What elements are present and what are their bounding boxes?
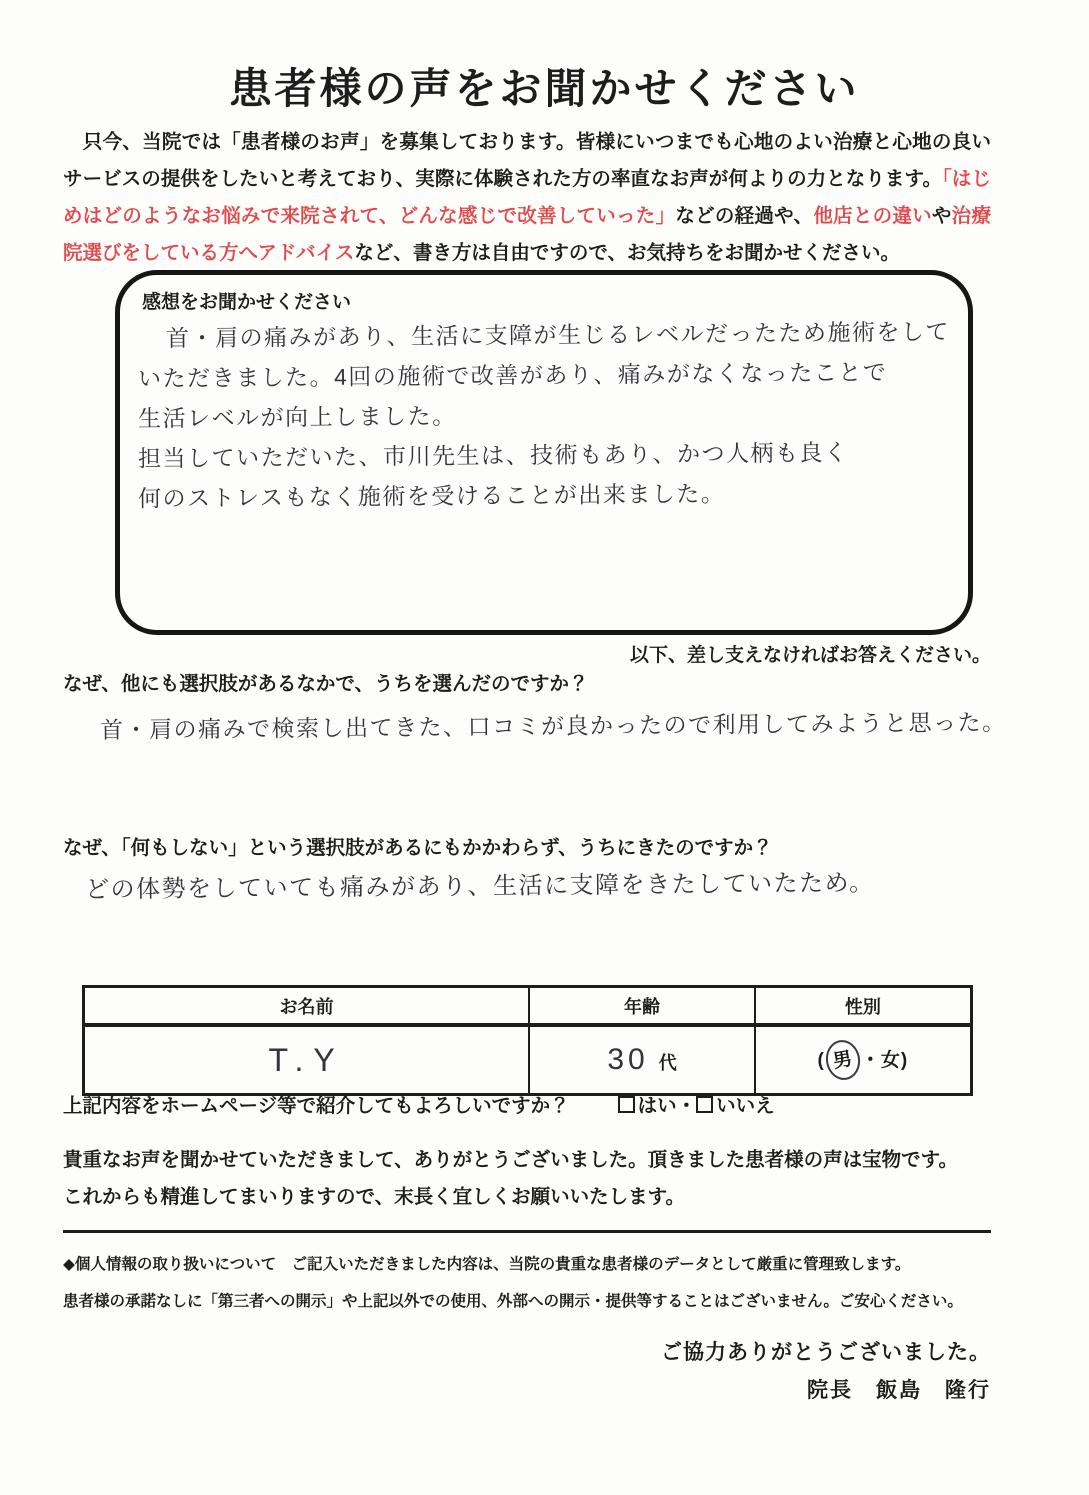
handwritten-line: いただきました。4回の施術で改善があり、痛みがなくなったことで	[137, 359, 888, 392]
question-why-came: なぜ、「何もしない」という選択肢があるにもかかわらず、うちにきたのですか？	[63, 837, 773, 859]
thanks-line-1: 貴重なお声を聞かせていただきまして、ありがとうございました。頂きました患者様の声は宝物です。	[63, 1149, 959, 1171]
intro-segment: や	[931, 205, 952, 227]
header-age: 年齢	[529, 987, 755, 1026]
intro-segment-highlight: 他店との違い	[813, 205, 932, 227]
name-handwritten-value: T.Y	[268, 1041, 345, 1078]
intro-segment: などの経過や、	[675, 205, 814, 227]
publish-options	[618, 1095, 775, 1117]
gender-paren-open: (	[817, 1050, 825, 1071]
gender-paren-close: )	[900, 1050, 909, 1071]
publish-consent-question: 上記内容をホームページ等で紹介してもよろしいですか？	[63, 1095, 570, 1117]
feedback-box-label: 感想をお聞かせください	[142, 292, 352, 313]
header-name: お名前	[84, 987, 530, 1026]
handwritten-line: 首・肩の痛みがあり、生活に支障が生じるレベルだったため施術をして	[165, 318, 951, 352]
name-cell	[84, 1025, 530, 1095]
gender-male-label: 男	[831, 1048, 855, 1073]
intro-segment: など、書き方は自由ですので、お気持ちをお聞かせください。	[354, 242, 900, 264]
feedback-handwritten-text	[138, 315, 950, 515]
header-gender: 性別	[755, 987, 972, 1026]
intro-segment: 只今、当院では「患者様のお声」を募集しております。皆様にいつまでも心地のよい治療と心地の良いサービスの提供をしたいと考えており、実際に体験された方の率直なお声が何よりの力となります。	[63, 131, 991, 190]
age-cell	[529, 1025, 755, 1095]
thanks-line-2: これからも精進してまいりますので、末長く宜しくお願いいたします。	[63, 1186, 686, 1208]
horizontal-divider	[63, 1230, 991, 1233]
options-separator: ・	[676, 1095, 697, 1117]
checkbox-no-label: いいえ	[716, 1095, 775, 1117]
answer-why-came: どの体勢をしていても痛みがあり、生活に支障をきたしていたため。	[84, 869, 875, 904]
checkbox-yes[interactable]	[618, 1096, 635, 1113]
handwritten-line: 何のストレスもなく施術を受けることが出来ました。	[137, 480, 726, 512]
publish-consent-line	[63, 1090, 775, 1118]
intro-paragraph	[63, 124, 991, 272]
feedback-writing-box	[115, 270, 973, 635]
question-why-chose-us: なぜ、他にも選択肢があるなかで、うちを選んだのですか？	[63, 673, 589, 695]
age-handwritten-value: 30	[607, 1043, 649, 1076]
gender-cell	[755, 1025, 972, 1095]
checkbox-no[interactable]	[696, 1096, 713, 1113]
page-title: 患者様の声をお聞かせください	[229, 65, 860, 112]
checkbox-yes-label: はい	[637, 1095, 677, 1117]
respondent-info-table	[82, 985, 973, 1096]
thanks-paragraph	[63, 1142, 991, 1216]
handwritten-line: 担当していただいた、市川先生は、技術もあり、かつ人柄も良く	[137, 439, 849, 472]
handwritten-line: 生活レベルが向上しました。	[137, 402, 457, 432]
gender-separator: ・	[860, 1050, 881, 1071]
intro-segment-highlight: 「はじめはどのようなお悩みで来院されて、どんな感じで改善していった」	[63, 168, 991, 227]
table-value-row	[84, 1025, 972, 1095]
gender-male-option-circled[interactable]	[823, 1037, 863, 1082]
privacy-notice-line-1: ◆個人情報の取り扱いについて ご記入いただきました内容は、当院の貴重な患者様のデータとして厳重に管理致します。	[63, 1256, 911, 1273]
intro-segment-highlight: 治療院選びをしている方へアドバイス	[63, 205, 991, 264]
table-header-row	[84, 987, 972, 1026]
privacy-notice-line-2: 患者様の承諾なしに「第三者への開示」や上記以外での使用、外部への開示・提供等することはございません。ご安心ください。	[63, 1293, 963, 1310]
age-suffix-label: 代	[658, 1053, 677, 1073]
optional-answer-note: 以下、差し支えなければお答えください。	[629, 645, 991, 666]
closing-thanks: ご協力ありがとうございました。	[661, 1341, 991, 1364]
director-signature: 院長 飯島 隆行	[807, 1379, 991, 1402]
answer-why-chose-us: 首・肩の痛みで検索し出てきた、口コミが良かったので利用してみようと思った。	[99, 709, 1007, 743]
gender-female-option[interactable]: 女	[880, 1050, 901, 1071]
